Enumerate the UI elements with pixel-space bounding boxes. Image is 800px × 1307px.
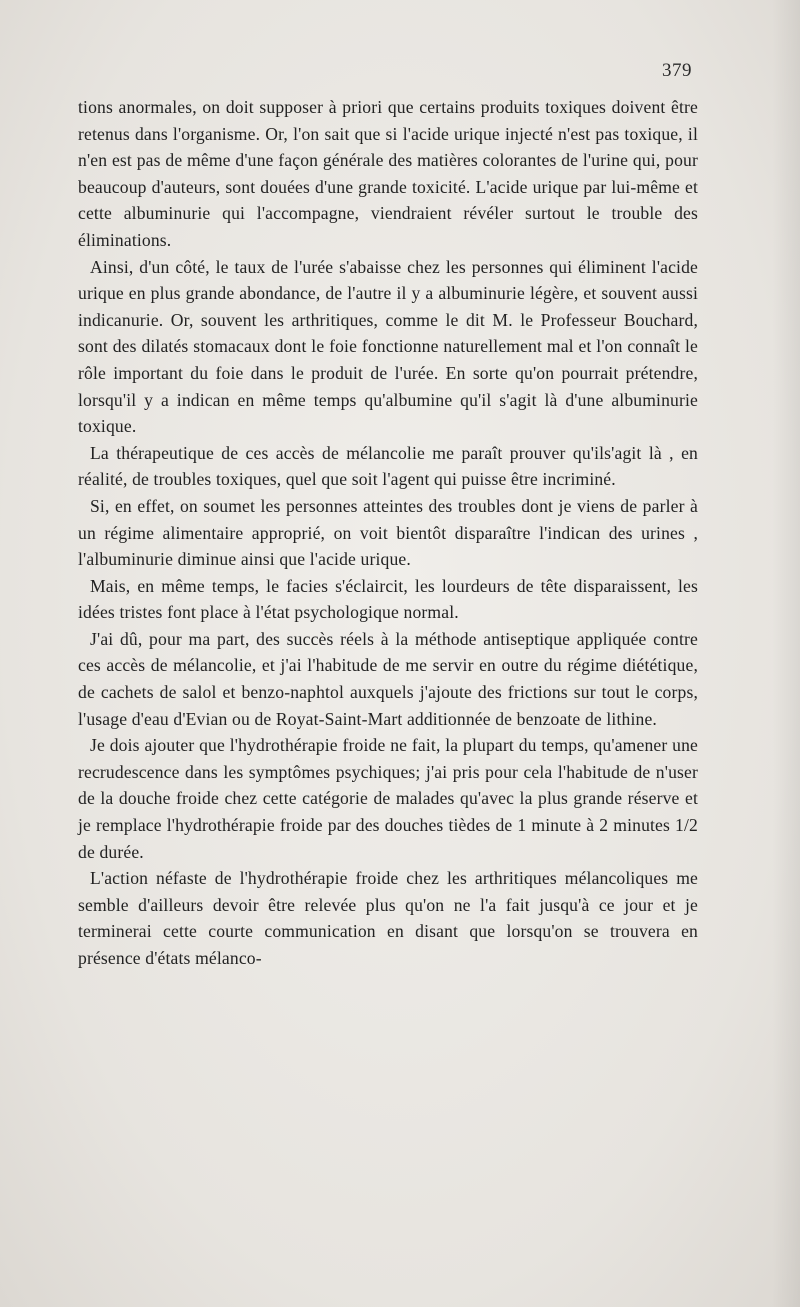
paragraph-4: Si, en effet, on soumet les personnes atteintes des troubles dont je viens de parler à un régime alimentaire approprié, on voit bientôt disparaître l'indican des urines , l'albuminurie diminue ainsi que l'acide urique.	[78, 495, 698, 570]
paragraph-3: La thérapeutique de ces accès de mélancolie me paraît prouver qu'ils'agit là , en réalité, de troubles toxiques, quel que soit l'agent qui puisse être incriminé.	[78, 442, 698, 490]
body-text	[78, 94, 698, 972]
paragraph-1: tions anormales, on doit supposer à priori que certains produits toxiques doivent être retenus dans l'organisme. Or, l'on sait que si l'acide urique injecté n'est pas toxique, il n'en est pas de même d'une façon générale des matières colorantes de l'urine qui, pour beaucoup d'auteurs, sont douées d'une grande toxicité. L'acide urique par lui-même et cette albuminurie qui l'accompagne, viendraient révéler surtout le trouble des éliminations.	[78, 97, 698, 250]
paragraph-2: Ainsi, d'un côté, le taux de l'urée s'abaisse chez les personnes qui éliminent l'acide urique en plus grande abondance, de l'autre il y a albuminurie légère, et souvent aussi indicanurie. Or, souvent les arthritiques, comme le dit M. le Professeur Bouchard, sont des dilatés stomacaux dont le foie fonctionne naturellement mal et l'on connaît le rôle important du foie dans le produit de l'urée. En sorte qu'on pourrait prétendre, lorsqu'il y a indican en même temps qu'albumine qu'il s'agit là d'une albuminurie toxique.	[78, 256, 698, 437]
paragraph-6: J'ai dû, pour ma part, des succès réels à la méthode antiseptique appliquée contre ces accès de mélancolie, et j'ai l'habitude de me servir en outre du régime diététique, de cachets de salol et benzo-naphtol auxquels j'ajoute des frictions sur tout le corps, l'usage d'eau d'Evian ou de Royat-Saint-Mart additionnée de benzoate de lithine.	[78, 628, 698, 729]
paragraph-8: L'action néfaste de l'hydrothérapie froide chez les arthritiques mélancoliques me semble d'ailleurs devoir être relevée plus qu'on ne l'a fait jusqu'à ce jour et je terminerai cette courte communication en disant que lorsqu'on se trouvera en présence d'états mélanco-	[78, 868, 698, 968]
page-edge-shadow	[772, 0, 800, 1307]
paragraph-7: Je dois ajouter que l'hydrothérapie froide ne fait, la plupart du temps, qu'amener une recrudescence dans les symptômes psychiques; j'ai pris pour cela l'habitude de n'user de la douche froide chez cette catégorie de malades qu'avec la plus grande réserve et je remplace l'hydrothérapie froide par des douches tièdes de 1 minute à 2 minutes 1/2 de durée.	[78, 735, 698, 862]
page-number: 379	[662, 60, 692, 81]
paragraph-5: Mais, en même temps, le facies s'éclaircit, les lourdeurs de tête disparaissent, les idées tristes font place à l'état psychologique normal.	[78, 575, 698, 623]
